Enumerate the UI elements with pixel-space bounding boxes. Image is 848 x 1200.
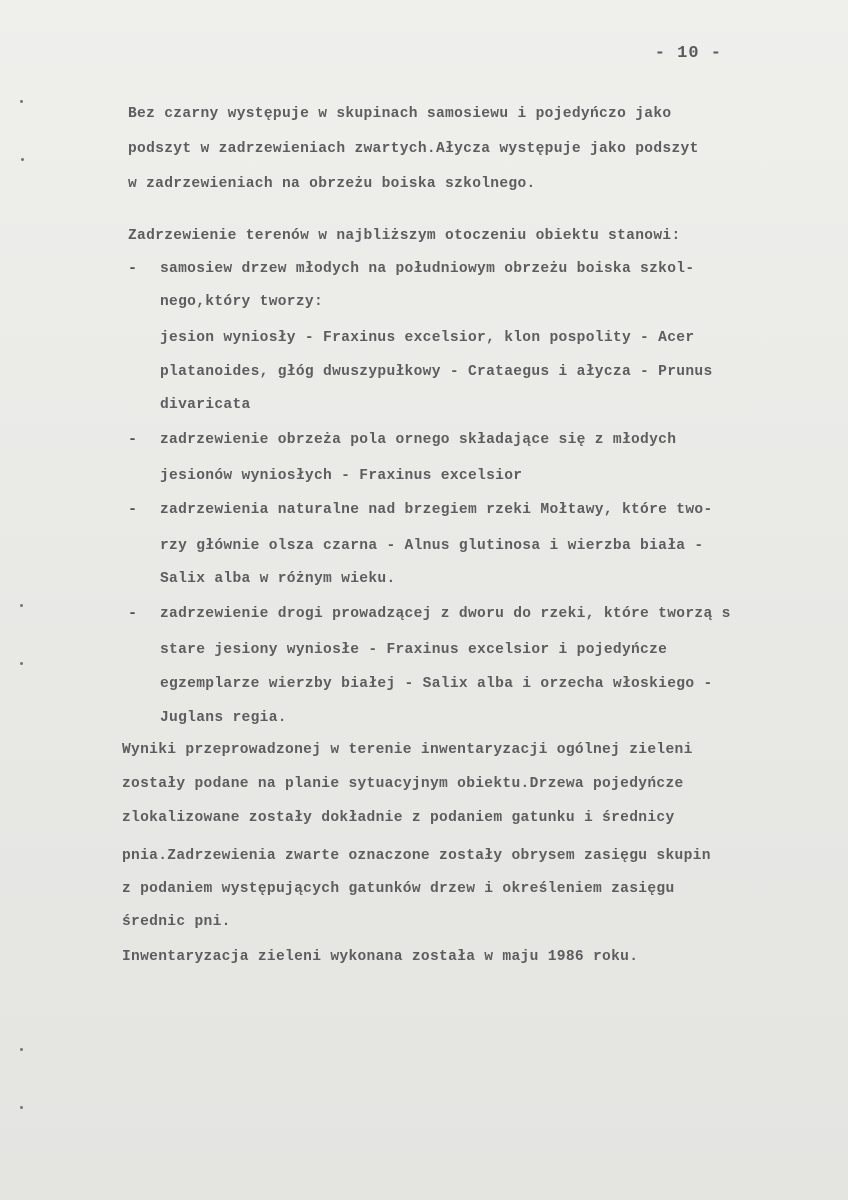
scan-speck xyxy=(20,1106,23,1109)
scan-speck xyxy=(20,604,23,607)
scan-speck xyxy=(20,662,23,665)
list-item-4-line-4: Juglans regia. xyxy=(160,710,287,726)
list-item-3-line-3: Salix alba w różnym wieku. xyxy=(160,571,396,587)
scan-speck xyxy=(20,100,23,103)
scan-speck xyxy=(21,158,24,161)
paragraph-1-line-2: podszyt w zadrzewieniach zwartych.Ałycza występuje jako podszyt xyxy=(128,141,699,157)
list-item-4-line-2: stare jesiony wyniosłe - Fraxinus excelsior i pojedyńcze xyxy=(160,642,668,658)
scan-speck xyxy=(20,1048,23,1051)
list-item-1-line-2: nego,który tworzy: xyxy=(160,294,324,310)
list-bullet: - xyxy=(128,260,138,277)
list-bullet: - xyxy=(128,605,138,622)
list-bullet: - xyxy=(128,501,138,518)
list-item-3-line-1: zadrzewienia naturalne nad brzegiem rzeki Mołtawy, które two- xyxy=(160,502,713,518)
list-item-3-line-2: rzy głównie olsza czarna - Alnus glutinosa i wierzba biała - xyxy=(160,538,704,554)
page-number: - 10 - xyxy=(654,44,722,63)
list-item-1-line-4: platanoides, głóg dwuszypułkowy - Crataegus i ałycza - Prunus xyxy=(160,364,713,380)
paragraph-2-line-2: zostały podane na planie sytuacyjnym obiektu.Drzewa pojedyńcze xyxy=(122,776,684,792)
paragraph-2-line-5: z podaniem występujących gatunków drzew i określeniem zasięgu xyxy=(122,881,675,897)
paragraph-2-line-3: zlokalizowane zostały dokładnie z podaniem gatunku i średnicy xyxy=(122,810,675,826)
list-bullet: - xyxy=(128,431,138,448)
closing-line: Inwentaryzacja zieleni wykonana została w maju 1986 roku. xyxy=(122,949,639,965)
paragraph-1-line-3: w zadrzewieniach na obrzeżu boiska szkolnego. xyxy=(128,176,536,192)
list-item-2-line-2: jesionów wyniosłych - Fraxinus excelsior xyxy=(160,468,523,484)
paragraph-2-line-4: pnia.Zadrzewienia zwarte oznaczone zostały obrysem zasięgu skupin xyxy=(122,848,711,864)
list-item-4-line-1: zadrzewienie drogi prowadzącej z dworu do rzeki, które tworzą s xyxy=(160,606,731,622)
list-item-2-line-1: zadrzewienie obrzeża pola ornego składające się z młodych xyxy=(160,432,677,448)
list-item-1-line-3: jesion wyniosły - Fraxinus excelsior, klon pospolity - Acer xyxy=(160,330,695,346)
intro-line: Zadrzewienie terenów w najbliższym otoczeniu obiektu stanowi: xyxy=(128,228,681,244)
list-item-1-line-5: divaricata xyxy=(160,397,251,413)
paragraph-1-line-1: Bez czarny występuje w skupinach samosiewu i pojedyńczo jako xyxy=(128,106,672,122)
list-item-4-line-3: egzemplarze wierzby białej - Salix alba i orzecha włoskiego - xyxy=(160,676,713,692)
paragraph-2-line-1: Wyniki przeprowadzonej w terenie inwentaryzacji ogólnej zieleni xyxy=(122,742,693,758)
paragraph-2-line-6: średnic pni. xyxy=(122,914,231,930)
list-item-1-line-1: samosiew drzew młodych na południowym obrzeżu boiska szkol- xyxy=(160,261,695,277)
